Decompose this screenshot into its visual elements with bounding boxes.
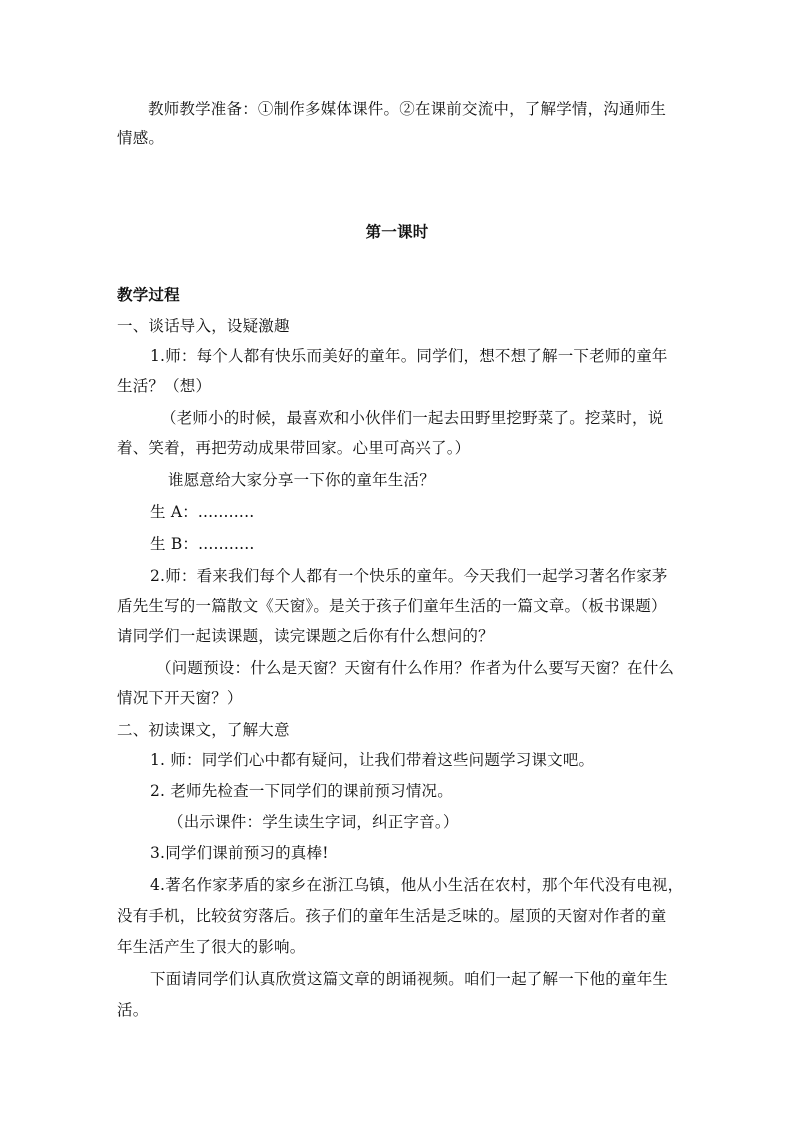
- section-1-p4-line-1: 2.师：看来我们每个人都有一个快乐的童年。今天我们一起学习著名作家茅: [150, 567, 668, 585]
- section-1-p2-line-1: （老师小的时候，最喜欢和小伙伴们一起去田野里挖野菜了。挖菜时，说: [161, 409, 664, 427]
- section-2-item-1: 1. 师：同学们心中都有疑问，让我们带着这些问题学习课文吧。: [150, 751, 595, 769]
- section-2-item-4-line-3: 年生活产生了很大的影响。: [117, 938, 306, 956]
- section-2-item-2-note: （出示课件：学生读生字词，纠正字音。）: [168, 813, 459, 831]
- student-b-line: 生 B：...........: [150, 535, 255, 553]
- section-1-p1-line-1: 1.师：每个人都有快乐而美好的童年。同学们，想不想了解一下老师的童年: [150, 347, 668, 365]
- student-a-line: 生 A：...........: [150, 503, 255, 521]
- intro-line-2: 情感。: [117, 129, 165, 147]
- section-1-p4-line-2: 盾先生写的一篇散文《天窗》。是关于孩子们童年生活的一篇文章。（板书课题）: [117, 597, 667, 615]
- section-2-paragraph-line-1: 下面请同学们认真欣赏这篇文章的朗诵视频。咱们一起了解一下他的童年生: [150, 970, 669, 988]
- section-2-heading: 二、初读课文，了解大意: [117, 721, 290, 739]
- process-heading: 教学过程: [117, 285, 180, 304]
- section-2-paragraph-line-2: 活。: [117, 1001, 149, 1019]
- lesson-title: 第一课时: [365, 222, 429, 241]
- section-1-p4-line-3: 请同学们一起读课题，读完课题之后你有什么想问的？: [117, 627, 494, 645]
- section-2-item-2: 2. 老师先检查一下同学们的课前预习情况。: [150, 782, 453, 800]
- section-1-p5-line-1: （问题预设：什么是天窗？天窗有什么作用？作者为什么要写天窗？在什么: [156, 659, 675, 677]
- section-1-p5-line-2: 情况下开天窗？）: [117, 689, 243, 707]
- section-2-item-3: 3.同学们课前预习的真棒!: [150, 844, 329, 862]
- section-1-p3: 谁愿意给大家分享一下你的童年生活？: [168, 471, 435, 489]
- section-2-item-4-line-2: 没有手机，比较贫穷落后。孩子们的童年生活是乏味的。屋顶的天窗对作者的童: [117, 907, 667, 925]
- intro-line-1: 教师教学准备：①制作多媒体课件。②在课前交流中，了解学情，沟通师生: [148, 100, 667, 118]
- section-1-heading: 一、谈话导入，设疑激趣: [117, 317, 290, 335]
- section-1-p2-line-2: 着、笑着，再把劳动成果带回家。心里可高兴了。）: [117, 439, 471, 457]
- section-2-item-4-line-1: 4.著名作家茅盾的家乡在浙江乌镇，他从小生活在农村，那个年代没有电视，: [150, 876, 684, 894]
- section-1-p1-line-2: 生活？（想）: [117, 377, 212, 395]
